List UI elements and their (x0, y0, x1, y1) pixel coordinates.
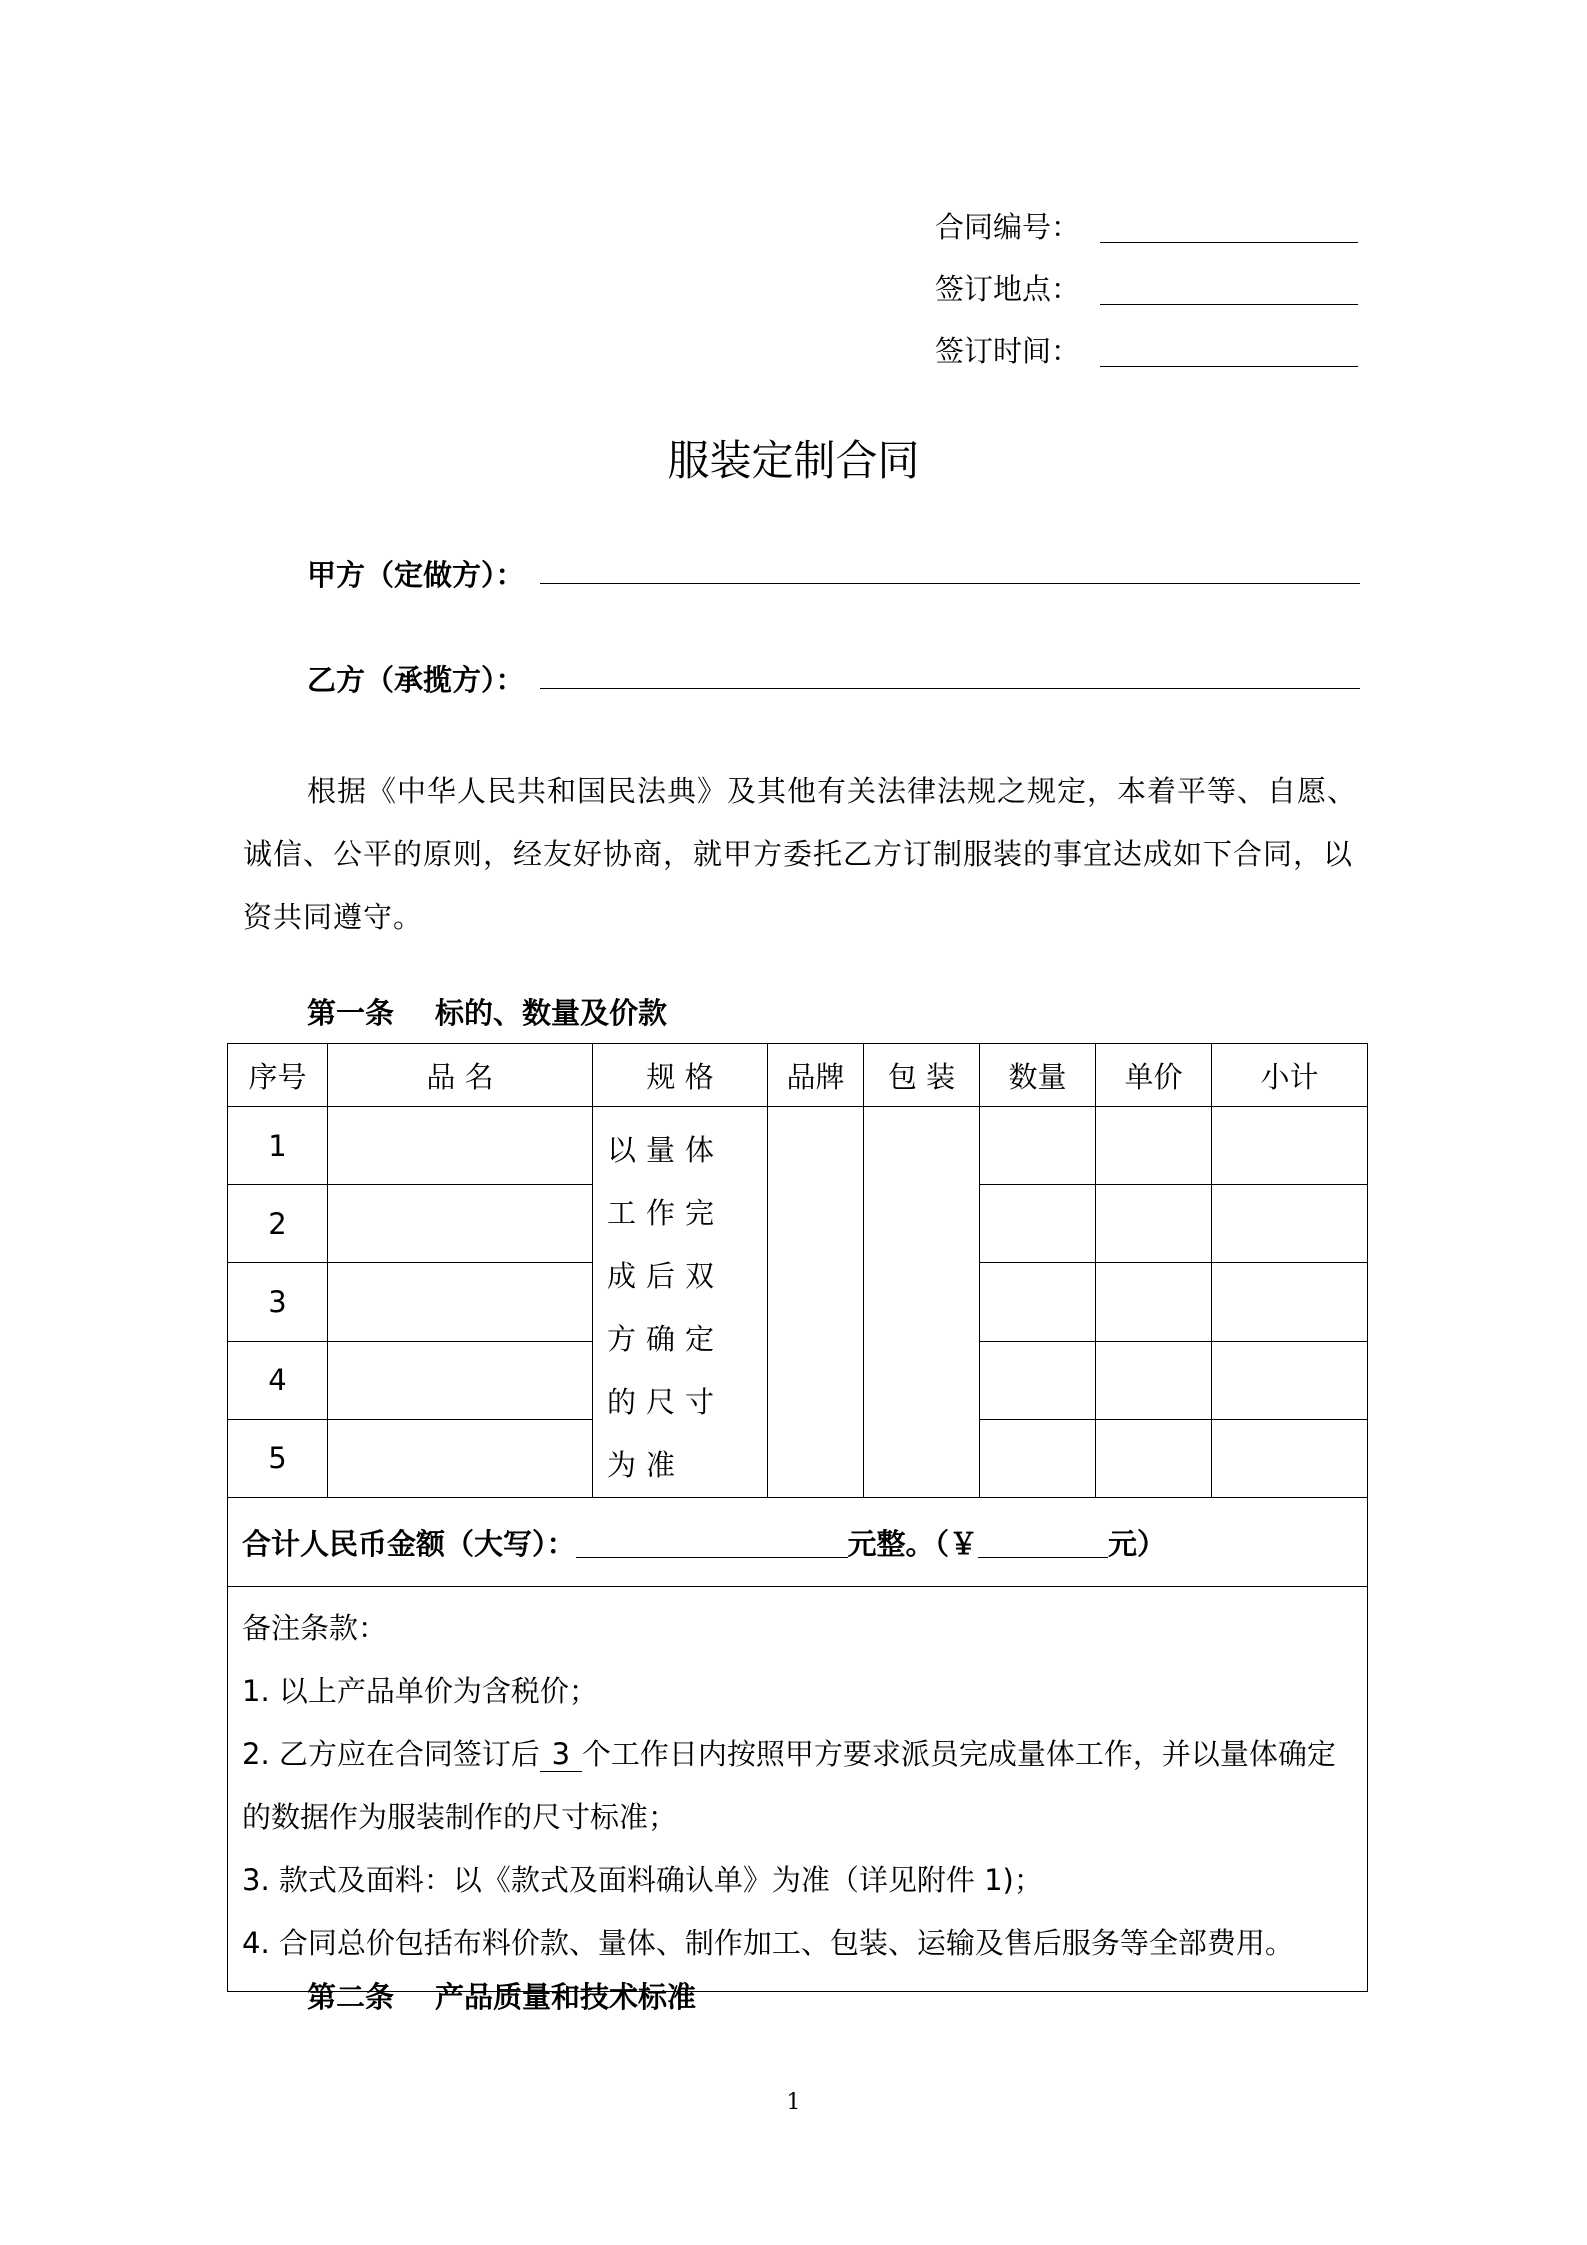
col-header-index: 序号 (228, 1044, 328, 1107)
total-row (228, 1498, 1368, 1587)
total-suffix: 元整。（￥ (847, 1526, 979, 1561)
total-amount-blank (576, 1527, 848, 1558)
row-unit-price-cell (1096, 1185, 1212, 1263)
order-table (227, 1043, 1368, 1992)
table-row (228, 1107, 1368, 1185)
row-unit-price-cell (1096, 1107, 1212, 1185)
total-cell (228, 1498, 1368, 1587)
party-b-label: 乙方（承揽方）： (307, 663, 525, 697)
note-2 (242, 1723, 1353, 1849)
col-header-subtotal: 小计 (1212, 1044, 1368, 1107)
row-subtotal-cell (1212, 1419, 1368, 1497)
brand-cell (768, 1107, 864, 1498)
sign-place-label: 签订地点： (935, 272, 1081, 306)
row-name-cell (328, 1263, 593, 1341)
article-1-title: 标的、数量及价款 (435, 996, 668, 1030)
document-title: 服装定制合同 (667, 436, 920, 485)
party-a-blank (540, 583, 1360, 584)
row-subtotal-cell (1212, 1341, 1368, 1419)
packaging-cell (864, 1107, 980, 1498)
contract-number-field (935, 205, 1358, 246)
total-end: 元） (1108, 1526, 1167, 1561)
page-number: 1 (786, 2090, 801, 2115)
article-1-heading (307, 991, 667, 1032)
intro-paragraph: 根据《中华人民共和国民法典》及其他有关法律法规之规定，本着平等、自愿、诚信、公平的原则，经友好协商，就甲方委托乙方订制服装的事宜达成如下合同，以资共同遵守。 (243, 774, 1358, 934)
note-2-prefix: 2. 乙方应在合同签订后 (242, 1737, 540, 1771)
note-1: 1. 以上产品单价为含税价； (242, 1674, 598, 1708)
row-index: 5 (228, 1419, 328, 1497)
note-3: 3. 款式及面料：以《款式及面料确认单》为准（详见附件 1)； (242, 1863, 1043, 1897)
row-subtotal-cell (1212, 1107, 1368, 1185)
row-unit-price-cell (1096, 1419, 1212, 1497)
article-2-heading (307, 1975, 696, 2016)
row-index: 1 (228, 1107, 328, 1185)
note-4: 4. 合同总价包括布料价款、量体、制作加工、包装、运输及售后服务等全部费用。 (242, 1926, 1294, 1960)
row-index: 3 (228, 1263, 328, 1341)
col-header-packaging: 包 装 (864, 1044, 980, 1107)
row-subtotal-cell (1212, 1185, 1368, 1263)
row-quantity-cell (980, 1341, 1096, 1419)
row-quantity-cell (980, 1107, 1096, 1185)
sign-place-field (935, 267, 1358, 308)
row-quantity-cell (980, 1419, 1096, 1497)
col-header-brand: 品牌 (768, 1044, 864, 1107)
party-b-blank (540, 688, 1360, 689)
col-header-quantity: 数量 (980, 1044, 1096, 1107)
row-index: 2 (228, 1185, 328, 1263)
note-2-days: 3 (540, 1737, 582, 1772)
sign-time-label: 签订时间： (935, 334, 1081, 368)
col-header-name: 品 名 (328, 1044, 593, 1107)
notes-title: 备注条款： (242, 1611, 388, 1645)
article-2-title: 产品质量和技术标准 (435, 1980, 697, 2014)
row-quantity-cell (980, 1263, 1096, 1341)
notes-cell (228, 1587, 1368, 1992)
contract-number-label: 合同编号： (935, 210, 1081, 244)
row-name-cell (328, 1185, 593, 1263)
col-header-unit-price: 单价 (1096, 1044, 1212, 1107)
party-b-field (307, 658, 525, 699)
row-subtotal-cell (1212, 1263, 1368, 1341)
spec-cell: 以量体工作完成后双方确定的尺寸为准 (593, 1107, 768, 1498)
note-2-suffix: 个工作日内按照甲方要求派员完成量体工作，并以量体确定的数据作为服装制作的尺寸标准； (242, 1737, 1336, 1834)
row-index: 4 (228, 1341, 328, 1419)
article-2-number: 第二条 (307, 1980, 395, 2014)
row-name-cell (328, 1107, 593, 1185)
article-1-number: 第一条 (307, 996, 395, 1030)
party-a-label: 甲方（定做方）： (307, 558, 525, 592)
row-unit-price-cell (1096, 1263, 1212, 1341)
sign-place-blank (1100, 274, 1358, 305)
row-name-cell (328, 1419, 593, 1497)
row-name-cell (328, 1341, 593, 1419)
row-quantity-cell (980, 1185, 1096, 1263)
sign-time-field (935, 329, 1358, 370)
notes-row (228, 1587, 1368, 1992)
sign-time-blank (1100, 336, 1358, 367)
table-header-row (228, 1044, 1368, 1107)
contract-number-blank (1100, 212, 1358, 243)
col-header-spec: 规 格 (593, 1044, 768, 1107)
party-a-field (307, 553, 525, 594)
row-unit-price-cell (1096, 1341, 1212, 1419)
total-figure-blank (978, 1527, 1108, 1558)
total-label: 合计人民币金额（大写）： (242, 1526, 576, 1561)
